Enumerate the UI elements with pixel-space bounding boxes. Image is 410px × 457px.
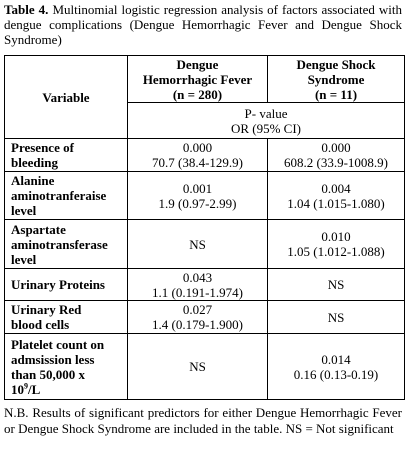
header-dhf-line2: Hemorrhagic Fever [142, 71, 253, 87]
dss-cell [268, 139, 405, 172]
table-row [5, 269, 405, 301]
row-variable-unit: /L [28, 381, 41, 397]
table-row [5, 172, 405, 220]
dhf-cell [128, 139, 268, 172]
header-dhf-line1: Dengue [176, 56, 219, 72]
dss-pvalue: 0.000 [321, 140, 351, 155]
header-dss-line1: Dengue Shock [296, 56, 376, 72]
header-variable [5, 56, 128, 139]
dss-cell [268, 334, 405, 400]
subheader-or: OR (95% CI) [230, 120, 302, 136]
header-variable-label: Variable [42, 89, 90, 105]
row-variable [5, 334, 128, 400]
dhf-cell [128, 269, 268, 301]
dhf-pvalue: 0.000 [182, 140, 213, 155]
table-caption-text: Multinomial logistic regression analysis of factors associated with dengue complications (Dengue Hemorrhagic Fever and Dengue Shock Syndrome) [4, 2, 403, 47]
row-variable [5, 301, 128, 334]
row-variable-line: than 50,000 x [11, 366, 86, 382]
dhf-pvalue: 0.001 [182, 180, 213, 196]
table-row [5, 139, 405, 172]
row-variable [5, 220, 128, 269]
dhf-cell [128, 334, 268, 400]
dss-cell [268, 301, 405, 334]
row-variable-line: level [11, 203, 37, 218]
header-dss-line3: (n = 11) [314, 86, 358, 102]
subheader-pvalue: P- value [244, 105, 288, 121]
header-dss-line2: Syndrome [307, 71, 365, 87]
row-variable-exponent: 9 [24, 381, 28, 391]
header-dhf-line3: (n = 280) [172, 86, 223, 102]
dss-cell [268, 172, 405, 220]
table-row [5, 334, 405, 400]
dhf-or: 1.9 (0.97-2.99) [158, 195, 237, 211]
table-row [5, 220, 405, 269]
row-variable-base: 10 [11, 381, 24, 397]
dss-or: 608.2 (33.9-1008.9) [284, 155, 388, 170]
header-dss [268, 56, 405, 103]
table-caption-label: Table 4. [4, 2, 49, 17]
dss-ns: NS [327, 309, 345, 325]
row-variable-line [11, 382, 121, 397]
row-variable-line: Presence of [11, 140, 74, 155]
dss-pvalue: 0.014 [321, 351, 351, 367]
subheader-pvalue-or [128, 103, 405, 139]
row-variable-line: Alanine [11, 173, 55, 188]
row-variable-line: bleeding [11, 155, 58, 170]
row-variable-line: Platelet count on [11, 336, 105, 352]
dhf-pvalue: 0.043 [182, 269, 213, 285]
row-variable [5, 269, 128, 301]
dhf-ns: NS [189, 236, 206, 252]
dss-pvalue: 0.004 [321, 180, 351, 196]
dss-or: 1.05 (1.012-1.088) [287, 244, 385, 259]
dhf-ns: NS [189, 359, 206, 374]
dss-cell [268, 220, 405, 269]
table-row [5, 301, 405, 334]
dhf-cell [128, 301, 268, 334]
dhf-or: 1.1 (0.191-1.974) [152, 284, 243, 300]
dhf-cell [128, 220, 268, 269]
dss-or: 0.16 (0.13-0.19) [293, 366, 379, 382]
table-header-row [5, 56, 405, 103]
row-variable-line: level [11, 251, 37, 267]
regression-table [4, 55, 405, 400]
row-variable-line: Urinary Red [11, 302, 82, 317]
row-variable [5, 139, 128, 172]
row-variable-line: Urinary Proteins [11, 277, 105, 292]
row-variable-line: Aspartate [11, 221, 66, 237]
dss-pvalue: 0.010 [321, 229, 351, 244]
dhf-pvalue: 0.027 [182, 302, 213, 317]
dhf-or: 70.7 (38.4-129.9) [152, 155, 243, 170]
dss-cell [268, 269, 405, 301]
row-variable [5, 172, 128, 220]
table-footnote: N.B. Results of significant predictors for either Dengue Hemorrhagic Fever or Dengue Shock Syndrome are included in the table. NS = Not significant [4, 405, 402, 436]
dhf-cell [128, 172, 268, 220]
header-dhf [128, 56, 268, 103]
row-variable-line: aminotransferase [11, 236, 108, 252]
dss-ns: NS [327, 277, 345, 292]
dss-or: 1.04 (1.015-1.080) [287, 195, 385, 211]
row-variable-line: blood cells [11, 317, 70, 332]
row-variable-line: aminotranferaise [11, 188, 107, 203]
table-caption [4, 2, 402, 47]
dhf-or: 1.4 (0.179-1.900) [152, 317, 243, 332]
row-variable-line: admsission less [11, 351, 95, 367]
